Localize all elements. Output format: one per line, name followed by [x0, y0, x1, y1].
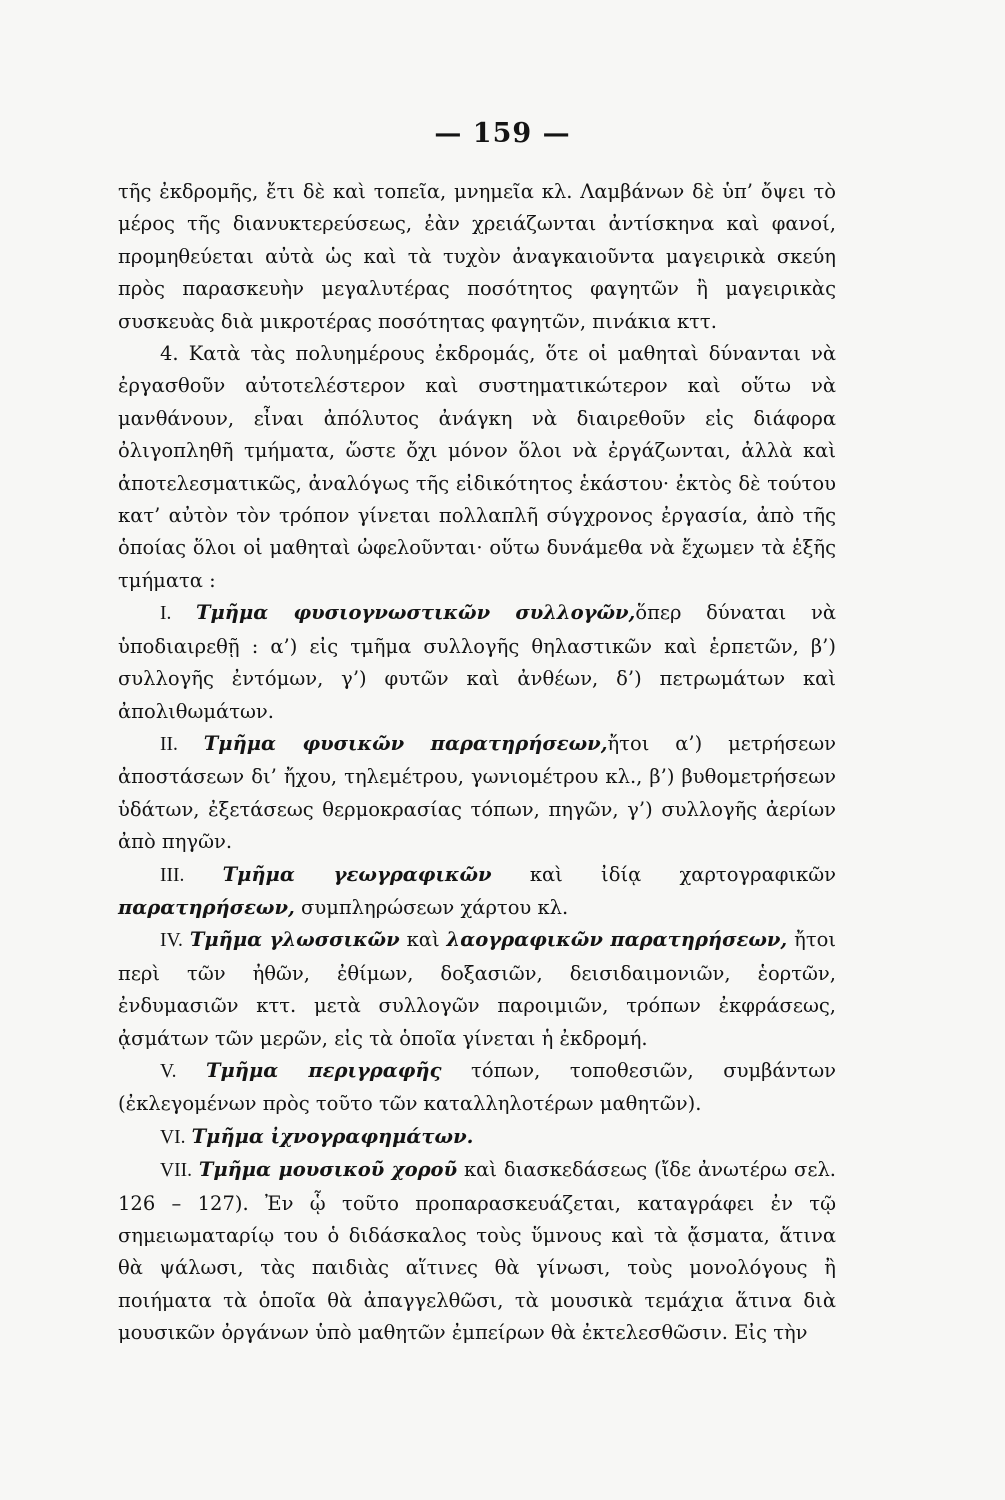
- section-heading: Τμῆμα γλωσσικῶν: [189, 928, 400, 952]
- section-heading: Τμῆμα φυσιογνωστικῶν συλλογῶν,: [196, 601, 636, 625]
- section-heading: Τμῆμα περιγραφῆς: [206, 1058, 442, 1082]
- section-numeral: VII.: [160, 1160, 192, 1182]
- section-mid-text: καὶ ἰδίᾳ χαρτογραφικῶν: [529, 862, 836, 886]
- section-numeral: VI.: [160, 1126, 186, 1148]
- section-4: [118, 924, 836, 1055]
- section-3: [118, 859, 836, 925]
- section-body: ἤτοι α’) μετρήσεων ἀποστάσεων δι’ ἤχου, τηλεμέτρου, γωνιομέτρου κλ., β’) βυθομετρήσεων ὑδάτων, ἐξετάσεως θερμοκρασίας τόπων, πηγῶν, γ’) συλλογῆς ἀερίων ἀπὸ πηγῶν.: [118, 731, 836, 854]
- section-numeral: ΙΙΙ.: [160, 864, 185, 886]
- paragraph-continuation: τῆς ἐκδρομῆς, ἔτι δὲ καὶ τοπεῖα, μνημεῖα κλ. Λαμβάνων δὲ ὑπ’ ὄψει τὸ μέρος τῆς διανυκτερεύσεως, ἐὰν χρειάζωνται ἀντίσκηνα καὶ φανοί, προμηθεύεται αὐτὰ ὡς καὶ τὰ τυχὸν ἀναγκαιοῦντα μαγειρικὰ σκεύη πρὸς παρασκευὴν μεγαλυτέρας ποσότητος φαγητῶν ἢ μαγειρικὰς συσκευὰς διὰ μικροτέρας ποσότητας φαγητῶν, πινάκια κττ.: [118, 180, 836, 333]
- paragraph-4: 4. Κατὰ τὰς πολυημέρους ἐκδρομάς, ὅτε οἱ μαθηταὶ δύνανται νὰ ἐργασθοῦν αὐτοτελέστερον καὶ συστηματικώτερον καὶ οὕτω νὰ μανθάνουν, εἶναι ἀπόλυτος ἀνάγκη νὰ διαιρεθοῦν εἰς διάφορα ὀλιγοπληθῆ τμήματα, ὥστε ὄχι μόνον ὅλοι νὰ ἐργάζωνται, ἀλλὰ καὶ ἀποτελεσματικῶς, ἀναλόγως τῆς εἰδικότητος ἑκάστου· ἐκτὸς δὲ τούτου κατ’ αὐτὸν τὸν τρόπον γίνεται πολλαπλῆ σύγχρονος ἐργασία, ἀπὸ τῆς ὁποίας ὅλοι οἱ μαθηταὶ ὠφελοῦνται· οὕτω δυνάμεθα νὰ ἔχωμεν τὰ ἑξῆς τμήματα :: [118, 342, 836, 592]
- section-6: [118, 1121, 836, 1154]
- section-heading-2: λαογραφικῶν παρατηρήσεων,: [446, 928, 788, 952]
- section-heading: Τμῆμα ἰχνογραφημάτων.: [191, 1124, 474, 1148]
- section-heading: Τμῆμα μουσικοῦ χοροῦ: [198, 1158, 458, 1182]
- section-5: [118, 1055, 836, 1121]
- section-1: [118, 597, 836, 728]
- section-mid-text: καὶ: [406, 928, 440, 952]
- section-2: [118, 728, 836, 859]
- body-text: [118, 176, 836, 1350]
- section-heading: Τμῆμα γεωγραφικῶν: [222, 862, 492, 886]
- section-body: καὶ διασκεδάσεως (ἴδε ἀνωτέρω σελ. 126 – 127). Ἐν ᾧ τοῦτο προπαρασκευάζεται, καταγράφει ἐν τῷ σημειωματαρίῳ του ὁ διδάσκαλος τοὺς ὕμνους καὶ τὰ ᾄσματα, ἅτινα θὰ ψάλωσι, τὰς παιδιὰς αἵτινες θὰ γίνωσι, τοὺς μονολόγους ἢ ποιήματα τὰ ὁποῖα θὰ ἀπαγγελθῶσι, τὰ μουσικὰ τεμάχια ἅτινα διὰ μουσικῶν ὀργάνων ὑπὸ μαθητῶν ἐμπείρων θὰ ἐκτελεσθῶσιν. Εἰς τὴν: [118, 1158, 837, 1345]
- section-numeral: ΙV.: [160, 930, 183, 952]
- section-body: συμπληρώσεων χάρτου κλ.: [301, 895, 569, 919]
- section-7: [118, 1154, 836, 1349]
- section-body: ἤτοι περὶ τῶν ἠθῶν, ἐθίμων, δοξασιῶν, δεισιδαιμονιῶν, ἑορτῶν, ἐνδυμασιῶν κττ. μετὰ συλλογῶν παροιμιῶν, τρόπων ἐκφράσεως, ᾀσμάτων τῶν μερῶν, εἰς τὰ ὁποῖα γίνεται ἡ ἐκδρομή.: [118, 928, 837, 1050]
- section-heading: Τμῆμα φυσικῶν παρατηρήσεων,: [203, 731, 608, 755]
- section-heading-2: παρατηρήσεων,: [118, 895, 295, 919]
- section-numeral: Ι.: [160, 603, 172, 625]
- section-numeral: ΙΙ.: [160, 733, 178, 755]
- section-body: ὅπερ δύναται νὰ ὑποδιαιρεθῇ : α’) εἰς τμῆμα συλλογῆς θηλαστικῶν καὶ ἑρπετῶν, β’) συλλογῆς ἐντόμων, γ’) φυτῶν καὶ ἀνθέων, δ’) πετρωμάτων καὶ ἀπολιθωμάτων.: [118, 601, 836, 723]
- page-number: — 159 —: [434, 118, 571, 149]
- section-body: τόπων, τοποθεσιῶν, συμβάντων (ἐκλεγομένων πρὸς τοῦτο τῶν καταλληλοτέρων μαθητῶν).: [118, 1058, 836, 1116]
- section-numeral: V.: [160, 1060, 177, 1082]
